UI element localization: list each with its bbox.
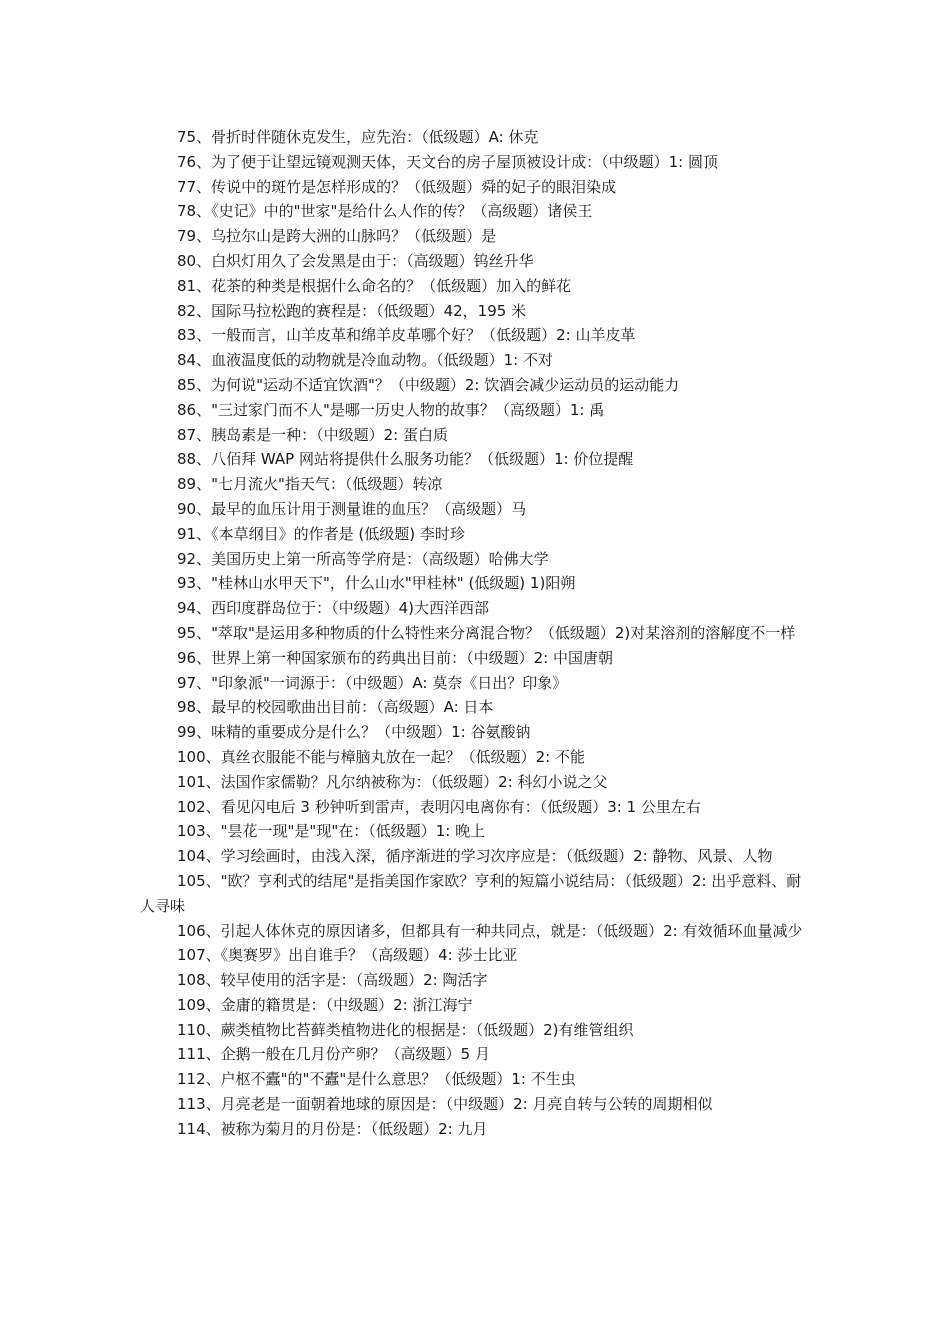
question-item: 113、月亮老是一面朝着地球的原因是：（中级题）2: 月亮自转与公转的周期相似 <box>177 1095 713 1114</box>
question-item: 82、国际马拉松跑的赛程是：（低级题）42，195 米 <box>177 301 527 320</box>
question-item: 107、《奥赛罗》出自谁手？（高级题）4: 莎士比亚 <box>177 946 518 965</box>
question-item: 81、花茶的种类是根据什么命名的？（低级题）加入的鲜花 <box>177 276 572 295</box>
question-item: 110、蕨类植物比苔藓类植物进化的根据是：（低级题）2)有维管组织 <box>177 1020 634 1039</box>
question-item: 95、"萃取"是运用多种物质的什么特性来分离混合物？（低级题）2)对某溶剂的溶解度不一样 <box>177 623 796 642</box>
question-item: 108、较早使用的活字是：（高级题）2: 陶活字 <box>177 971 488 990</box>
question-item: 103、"昙花一现"是"现"在：（低级题）1: 晚上 <box>177 822 486 841</box>
question-item: 93、"桂林山水甲天下"，什么山水"甲桂林" (低级题) 1)阳朔 <box>177 574 576 593</box>
question-item: 92、美国历史上第一所高等学府是：（高级题）哈佛大学 <box>177 549 549 568</box>
question-item: 106、引起人体休克的原因诸多，但都具有一种共同点，就是：（低级题）2: 有效循环血量减少 <box>177 921 803 940</box>
question-item: 98、最早的校园歌曲出目前：（高级题）A: 日本 <box>177 698 494 717</box>
question-item: 88、八佰拜 WAP 网站将提供什么服务功能？（低级题）1: 价位提醒 <box>177 450 634 469</box>
question-item: 109、金庸的籍贯是：（中级题）2: 浙江海宁 <box>177 995 473 1014</box>
question-item: 97、"印象派"一词源于：（中级题）A: 莫奈《日出？印象》 <box>177 673 568 692</box>
question-item: 77、传说中的斑竹是怎样形成的？（低级题）舜的妃子的眼泪染成 <box>177 177 617 196</box>
question-item: 96、世界上第一种国家颁布的药典出目前：（中级题）2: 中国唐朝 <box>177 648 613 667</box>
question-item: 89、"七月流火"指天气：（低级题）转凉 <box>177 475 443 494</box>
question-item: 101、法国作家儒勒？凡尔纳被称为：（低级题）2: 科幻小说之父 <box>177 772 608 791</box>
question-item: 87、胰岛素是一种：（中级题）2: 蛋白质 <box>177 425 448 444</box>
question-item: 91、《本草纲目》的作者是 (低级题) 李时珍 <box>177 524 465 543</box>
question-item: 90、最早的血压计用于测量谁的血压？（高级题）马 <box>177 499 527 518</box>
question-item: 76、为了便于让望远镜观测天体，天文台的房子屋顶被设计成：（中级题）1: 圆顶 <box>177 152 718 171</box>
question-item: 84、血液温度低的动物就是冷血动物。（低级题）1: 不对 <box>177 351 553 370</box>
document-page <box>140 125 815 1142</box>
question-item: 99、味精的重要成分是什么？（中级题）1: 谷氨酸钠 <box>177 723 531 742</box>
question-item: 104、学习绘画时，由浅入深，循序渐进的学习次序应是：（低级题）2: 静物、风景、人物 <box>177 847 773 866</box>
question-item: 79、乌拉尔山是跨大洲的山脉吗？（低级题）是 <box>177 227 497 246</box>
question-item: 102、看见闪电后 3 秒钟听到雷声，表明闪电离你有：（低级题）3: 1 公里左右 <box>177 797 701 816</box>
question-item: 85、为何说"运动不适宜饮酒"？（中级题）2: 饮酒会减少运动员的运动能力 <box>177 375 680 394</box>
question-item: 105、"欧？亨利式的结尾"是指美国作家欧？亨利的短篇小说结局：（低级题）2: 出乎意料、耐人寻味 <box>140 871 802 915</box>
question-item: 86、"三过家门而不人"是哪一历史人物的故事？（高级题）1: 禹 <box>177 400 605 419</box>
question-item: 112、户枢不蠹"的"不蠹"是什么意思？（低级题）1: 不生虫 <box>177 1070 576 1089</box>
question-item: 94、西印度群岛位于：（中级题）4)大西洋西部 <box>177 599 489 618</box>
question-item: 83、一般而言，山羊皮革和绵羊皮革哪个好？（低级题）2: 山羊皮革 <box>177 326 636 345</box>
question-item: 78、《史记》中的"世家"是给什么人作的传？（高级题）诸侯王 <box>177 202 593 221</box>
question-item: 75、骨折时伴随休克发生，应先治：（低级题）A: 休克 <box>177 128 539 146</box>
question-item: 80、白炽灯用久了会发黑是由于：（高级题）钨丝升华 <box>177 251 534 270</box>
question-item: 114、被称为菊月的月份是：（低级题）2: 九月 <box>177 1119 488 1138</box>
question-item: 100、真丝衣服能不能与樟脑丸放在一起？（低级题）2: 不能 <box>177 747 585 766</box>
question-item: 111、企鹅一般在几月份产卵？（高级题）5 月 <box>177 1045 490 1064</box>
